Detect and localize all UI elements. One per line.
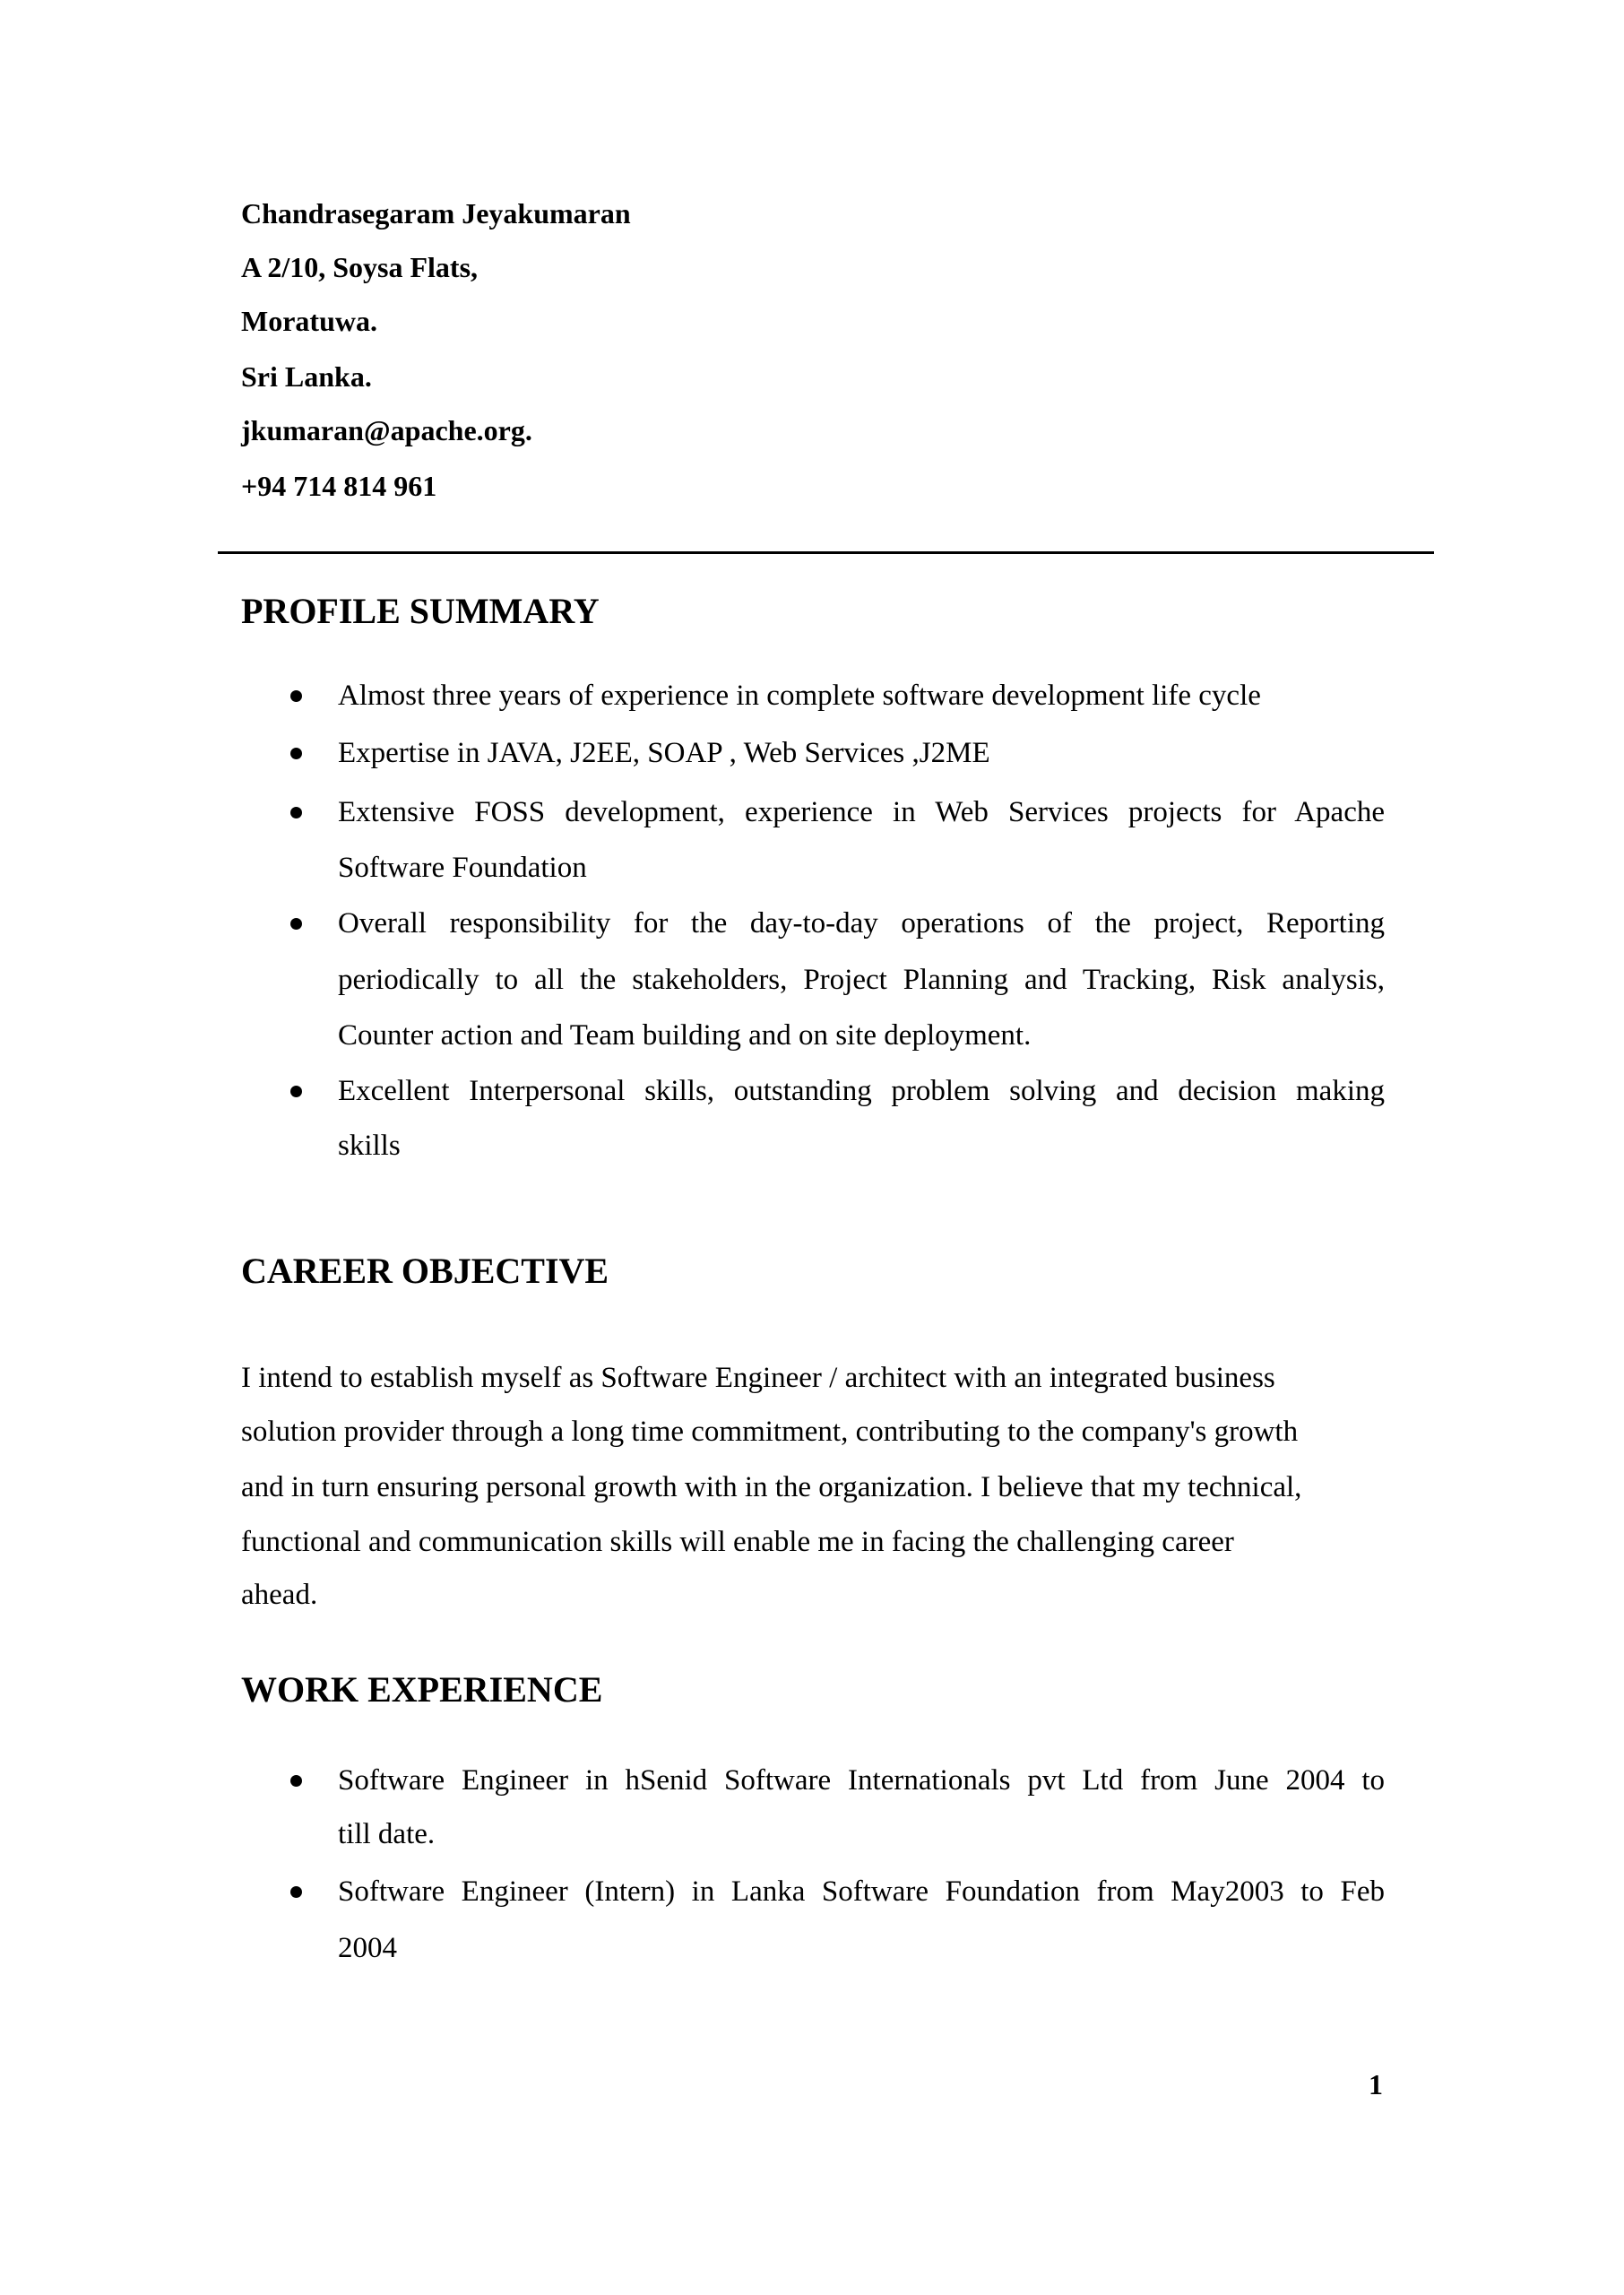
section-heading-objective: CAREER OBJECTIVE	[241, 1251, 609, 1291]
contact-country: Sri Lanka.	[241, 360, 372, 393]
bullet-icon	[290, 1086, 302, 1097]
bullet-icon	[290, 1886, 302, 1898]
paragraph-line: functional and communication skills will enable me in facing the challenging career	[241, 1526, 1234, 1558]
paragraph-line: and in turn ensuring personal growth with in the organization. I believe that my technical,	[241, 1471, 1302, 1503]
contact-city: Moratuwa.	[241, 305, 377, 337]
list-item: Software Engineer in hSenid Software Internationals pvt Ltd from June 2004 to	[338, 1764, 1385, 1797]
section-heading-work: WORK EXPERIENCE	[241, 1669, 603, 1710]
bullet-icon	[290, 1775, 302, 1787]
list-item-continuation: skills	[338, 1130, 401, 1162]
section-heading-profile: PROFILE SUMMARY	[241, 591, 600, 631]
list-item-continuation: periodically to all the stakeholders, Project Planning and Tracking, Risk analysis,	[338, 964, 1385, 996]
bullet-icon	[290, 918, 302, 930]
list-item: Software Engineer (Intern) in Lanka Software Foundation from May2003 to Feb	[338, 1875, 1385, 1908]
list-item: Overall responsibility for the day-to-day operations of the project, Reporting	[338, 907, 1385, 940]
paragraph-line: I intend to establish myself as Software Engineer / architect with an integrated business	[241, 1362, 1275, 1394]
paragraph-line: solution provider through a long time commitment, contributing to the company's growth	[241, 1416, 1299, 1448]
contact-email: jkumaran@apache.org.	[241, 414, 532, 446]
page-number: 1	[1369, 2068, 1383, 2100]
bullet-icon	[290, 690, 302, 702]
bullet-icon	[290, 748, 302, 759]
list-item-continuation: Counter action and Team building and on site deployment.	[338, 1019, 1032, 1052]
list-item-continuation: till date.	[338, 1818, 436, 1850]
bullet-icon	[290, 807, 302, 818]
list-item: Extensive FOSS development, experience in Web Services projects for Apache	[338, 796, 1385, 828]
contact-name: Chandrasegaram Jeyakumaran	[241, 197, 631, 230]
list-item: Expertise in JAVA, J2EE, SOAP , Web Services ,J2ME	[338, 737, 990, 769]
contact-phone: +94 714 814 961	[241, 470, 437, 502]
list-item-continuation: Software Foundation	[338, 852, 587, 884]
horizontal-divider	[218, 551, 1434, 554]
list-item: Almost three years of experience in complete software development life cycle	[338, 680, 1261, 712]
list-item-continuation: 2004	[338, 1932, 397, 1964]
contact-address: A 2/10, Soysa Flats,	[241, 251, 479, 283]
paragraph-line: ahead.	[241, 1579, 318, 1611]
list-item: Excellent Interpersonal skills, outstanding problem solving and decision making	[338, 1075, 1385, 1107]
